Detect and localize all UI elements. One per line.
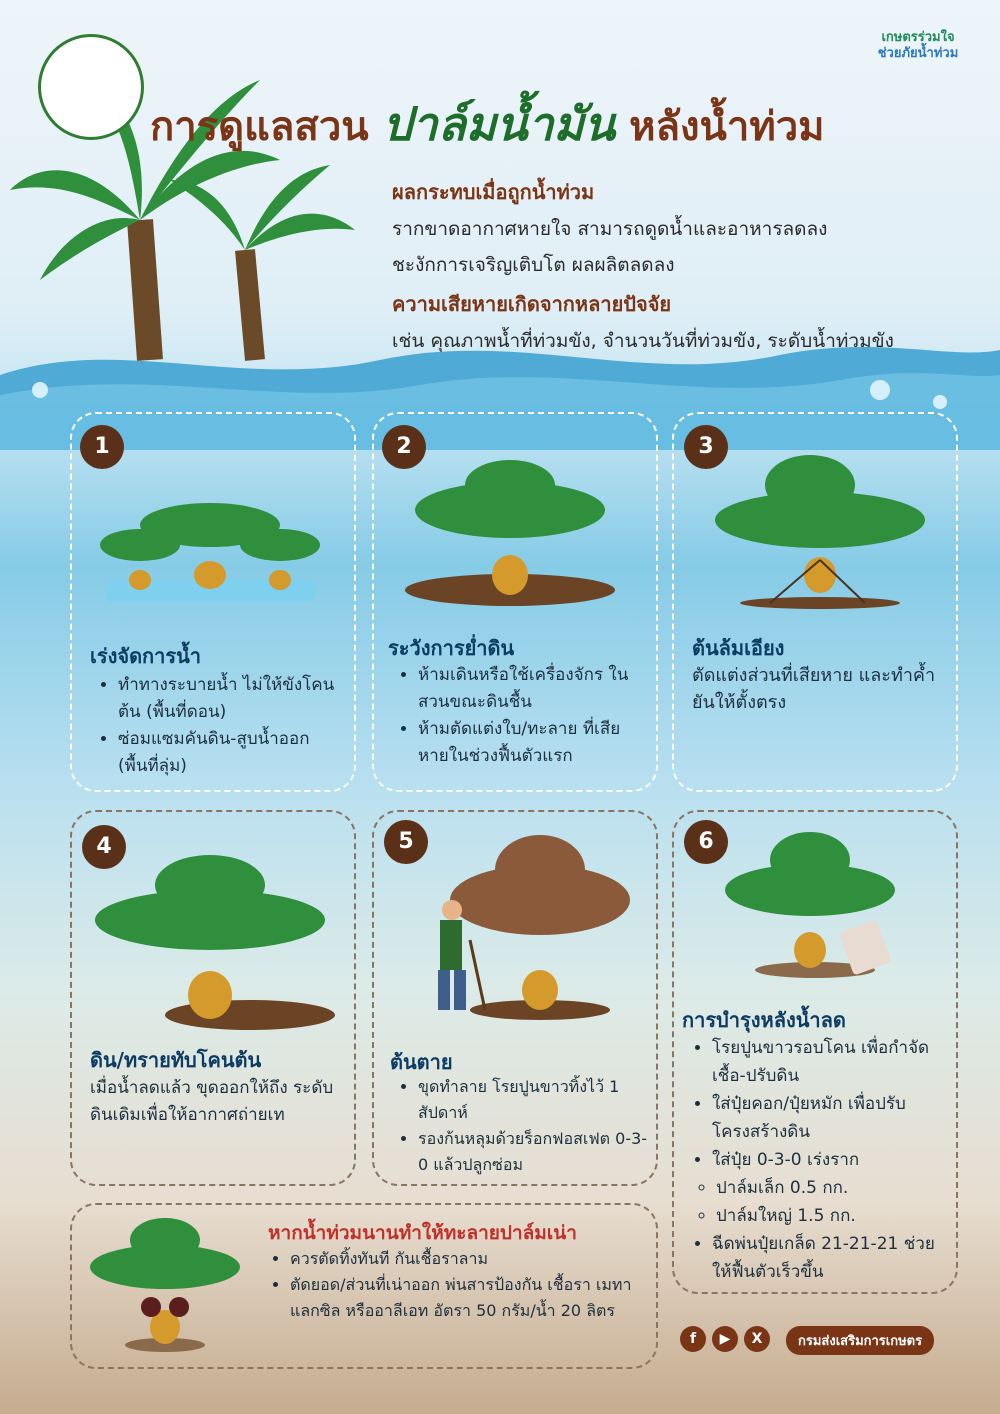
impact-line-1: รากขาดอากาศหายใจ สามารถดูดน้ำและอาหารลดลง <box>392 218 828 240</box>
card-3-text: ตัดแต่งส่วนที่เสียหาย และทำค้ำยันให้ตั้งตรง <box>692 665 936 713</box>
card-5-heading: ต้นตาย <box>390 1050 453 1074</box>
card-5-bullet-1: • ขุดทำลาย โรยปูนขาวทิ้งไว้ 1 สัปดาห์ <box>418 1074 648 1126</box>
card-6-sub-2: ◦ ปาล์มใหญ่ 1.5 กก. <box>716 1202 948 1230</box>
card-2-number: 2 <box>382 425 426 469</box>
title-highlight: ปาล์มน้ำมัน <box>382 97 616 151</box>
card-3-illustration <box>700 440 940 610</box>
card-4-heading: ดิน/ทรายทับโคนต้น <box>90 1048 262 1072</box>
rotten-bunch-illustration <box>85 1212 245 1357</box>
page-title <box>150 88 950 161</box>
warning-bullet-2: • ตัดยอด/ส่วนที่เน่าออก พ่นสารป้องกัน เชื้อรา เมทาแลกซิล หรืออาลีเอท อัตรา 50 กรัม/น้ำ 20 ลิตร <box>290 1272 634 1324</box>
facebook-icon[interactable]: f <box>680 1326 706 1352</box>
impact-section <box>392 176 982 356</box>
card-3-number: 3 <box>684 425 728 469</box>
card-1-illustration <box>100 470 320 610</box>
card-5-number: 5 <box>384 820 428 864</box>
card-2-heading: ระวังการย่ำดิน <box>388 636 515 660</box>
title-part-2: หลังน้ำท่วม <box>629 104 825 150</box>
x-icon[interactable]: X <box>744 1326 770 1352</box>
impact-line-2: ชะงักการเจริญเติบโต ผลผลิตลดลง <box>392 254 675 276</box>
card-2-body <box>392 662 647 770</box>
card-5-illustration <box>400 830 640 1025</box>
brand-line-1: เกษตรร่วมใจ <box>881 30 955 45</box>
card-6-sub-1: ◦ ปาล์มเล็ก 0.5 กก. <box>716 1174 948 1202</box>
impact-heading-2: ความเสียหายเกิดจากหลายปัจจัย <box>392 292 672 316</box>
department-seal-logo <box>38 34 144 140</box>
impact-line-3: เช่น คุณภาพน้ำที่ท่วมขัง, จำนวนวันที่ท่วมขัง, ระดับน้ำท่วมขัง <box>392 330 894 352</box>
warning-body <box>264 1246 634 1324</box>
card-1-heading: เร่งจัดการน้ำ <box>90 644 202 668</box>
card-6-body <box>686 1034 948 1286</box>
card-5-body <box>392 1074 648 1178</box>
card-6-bullet-1: • โรยปูนขาวรอบโคน เพื่อกำจัดเชื้อ-ปรับดิน <box>712 1034 948 1090</box>
card-6-number: 6 <box>684 820 728 864</box>
card-6-bullet-3: • ใส่ปุ๋ย 0-3-0 เร่งราก <box>712 1146 948 1174</box>
card-1-bullet-1: • ทำทางระบายน้ำ ไม่ให้ขังโคนต้น (พื้นที่ดอน) <box>118 672 347 726</box>
card-6-bullet-2: • ใส่ปุ๋ยคอก/ปุ๋ยหมัก เพื่อปรับโครงสร้างดิน <box>712 1090 948 1146</box>
warning-heading: หากน้ำท่วมนานทำให้ทะลายปาล์มเน่า <box>268 1222 577 1244</box>
impact-heading-1: ผลกระทบเมื่อถูกน้ำท่วม <box>392 180 595 204</box>
campaign-logo <box>868 30 968 62</box>
card-5-bullet-2: • รองก้นหลุมด้วยร็อกฟอสเฟต 0-3-0 แล้วปลูกซ่อม <box>418 1126 648 1178</box>
card-4-illustration <box>85 840 335 1030</box>
card-6-bullet-4: • ฉีดพ่นปุ๋ยเกล็ด 21-21-21 ช่วยให้ฟื้นตัวเร็วขึ้น <box>712 1230 948 1286</box>
title-part-1: การดูแลสวน <box>150 104 369 150</box>
card-1-number: 1 <box>80 425 124 469</box>
card-4-text: เมื่อน้ำลดแล้ว ขุดออกให้ถึง ระดับดินเดิมเพื่อให้อากาศถ่ายเท <box>90 1078 334 1125</box>
card-2-bullet-1: • ห้ามเดินหรือใช้เครื่องจักร ในสวนขณะดินชื้น <box>418 662 647 716</box>
social-icons <box>680 1326 776 1352</box>
youtube-icon[interactable]: ▶ <box>712 1326 738 1352</box>
department-label: กรมส่งเสริมการเกษตร <box>786 1326 934 1355</box>
brand-line-2: ช่วยภัยน้ำท่วม <box>877 46 959 61</box>
card-6-illustration <box>720 820 920 980</box>
card-2-illustration <box>395 450 625 610</box>
card-4-number: 4 <box>82 825 126 869</box>
card-6-heading: การบำรุงหลังน้ำลด <box>682 1008 846 1032</box>
card-3-heading: ต้นล้มเอียง <box>692 636 785 660</box>
card-1-bullet-2: • ซ่อมแซมคันดิน-สูบน้ำออก (พื้นที่ลุ่ม) <box>118 726 347 780</box>
warning-bullet-1: • ควรตัดทิ้งทันที กันเชื้อราลาม <box>290 1246 634 1272</box>
card-1-body <box>92 672 347 780</box>
card-2-bullet-2: • ห้ามตัดแต่งใบ/ทะลาย ที่เสียหายในช่วงฟื้นตัวแรก <box>418 716 647 770</box>
